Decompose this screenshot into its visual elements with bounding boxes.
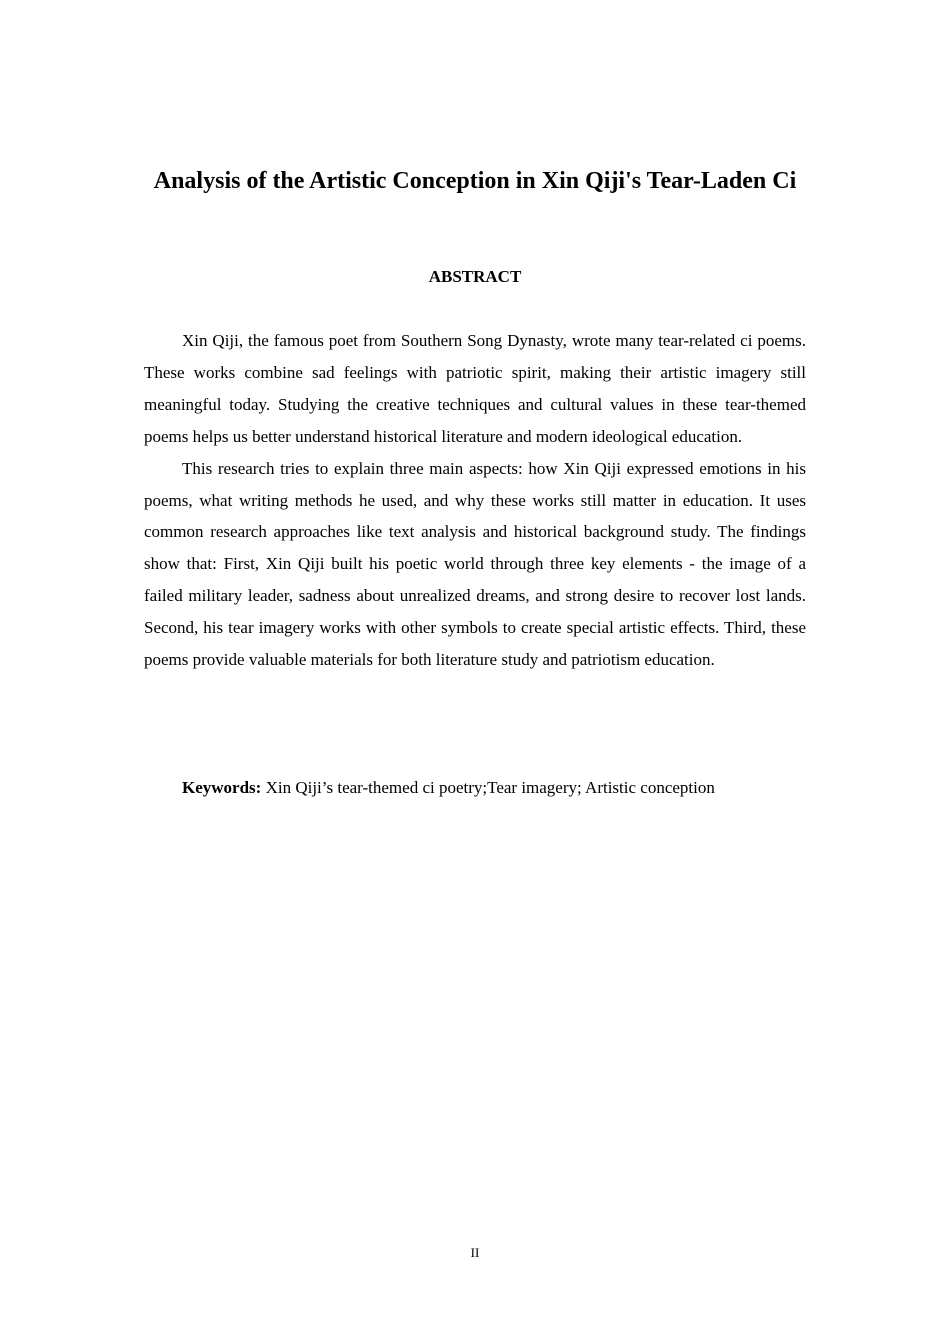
abstract-paragraph-2: This research tries to explain three main aspects: how Xin Qiji expressed emotions in his poems, what writing methods he used, and why these works still matter in education. It uses common research approaches like text analysis and historical background study. The findings show that: First, Xin Qiji built his poetic world through three key elements - the image of a failed military leader, sadness about unrealized dreams, and strong desire to recover lost lands. Second, his tear imagery works with other symbols to create special artistic effects. Third, these poems provide valuable materials for both literature study and patriotism education. bbox=[144, 458, 806, 670]
page-number: II bbox=[470, 1245, 480, 1260]
abstract-heading: ABSTRACT bbox=[428, 267, 522, 286]
document-title: Analysis of the Artistic Conception in Xin Qiji's Tear-Laden Ci bbox=[153, 168, 797, 194]
abstract-paragraph-1: Xin Qiji, the famous poet from Southern Song Dynasty, wrote many tear-related ci poems. These works combine sad feelings with patriotic spirit, making their artistic imagery still meaningful today. Studying the creative techniques and cultural values in these tear-themed poems helps us better understand historical literature and modern ideological education. bbox=[144, 331, 806, 446]
abstract-body bbox=[144, 325, 806, 676]
keywords-text: Xin Qiji’s tear-themed ci poetry;Tear imagery; Artistic conception bbox=[261, 778, 715, 797]
keywords-line bbox=[144, 772, 806, 803]
keywords-label: Keywords: bbox=[182, 778, 262, 797]
